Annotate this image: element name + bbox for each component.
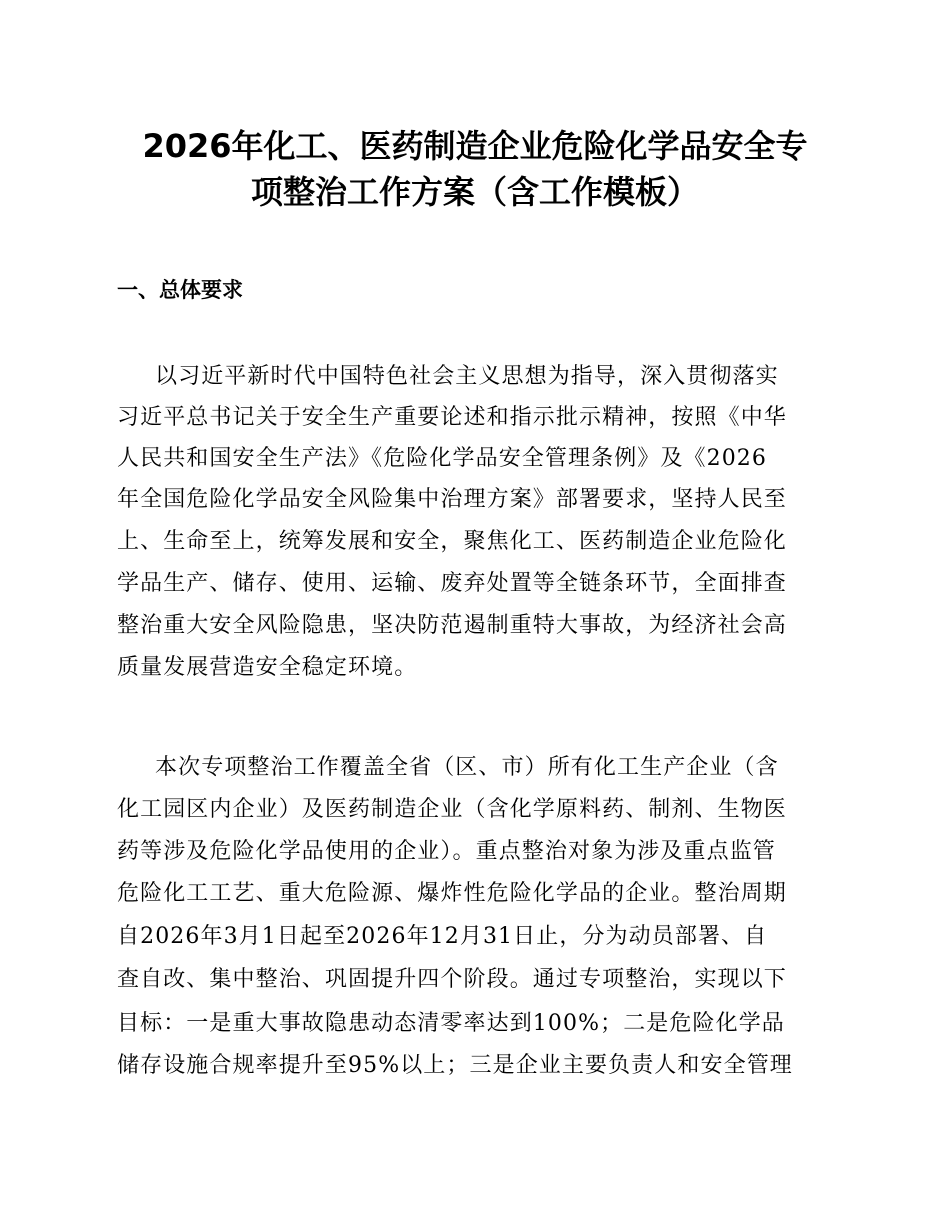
paragraph-1-line-4: 年全国危险化学品安全风险集中治理方案》部署要求，坚持人民至 xyxy=(117,487,787,512)
document-title-line-1: 2026年化工、医药制造企业危险化学品安全专 xyxy=(142,127,808,165)
paragraph-2-line-3: 药等涉及危险化学品使用的企业）。重点整治对象为涉及重点监管 xyxy=(117,839,776,864)
paragraph-1-line-6: 学品生产、储存、使用、运输、废弃处置等全链条环节，全面排查 xyxy=(117,571,787,596)
paragraph-1-line-2: 习近平总书记关于安全生产重要论述和指示批示精神，按照《中华 xyxy=(117,405,787,430)
section-heading: 一、总体要求 xyxy=(117,278,243,302)
paragraph-1-line-8: 质量发展营造安全稳定环境。 xyxy=(117,655,418,680)
paragraph-1-line-5: 上、生命至上，统筹发展和安全，聚焦化工、医药制造企业危险化 xyxy=(117,529,787,554)
paragraph-1-line-7: 整治重大安全风险隐患，坚决防范遏制重特大事故，为经济社会高 xyxy=(117,613,787,638)
paragraph-2-line-2: 化工园区内企业）及医药制造企业（含化学原料药、制剂、生物医 xyxy=(117,797,787,822)
paragraph-2-line-7: 目标：一是重大事故隐患动态清零率达到100%；二是危险化学品 xyxy=(117,1011,785,1036)
document-title-line-2: 项整治工作方案（含工作模板） xyxy=(250,173,699,211)
paragraph-1-line-1: 以习近平新时代中国特色社会主义思想为指导，深入贯彻落实 xyxy=(155,364,779,389)
paragraph-2-line-4: 危险化工工艺、重大危险源、爆炸性危险化学品的企业。整治周期 xyxy=(117,881,787,906)
paragraph-2-line-1: 本次专项整治工作覆盖全省（区、市）所有化工生产企业（含 xyxy=(155,755,779,780)
paragraph-2-line-5: 自2026年3月1日起至2026年12月31日止，分为动员部署、自 xyxy=(117,924,768,949)
paragraph-2-line-6: 查自改、集中整治、巩固提升四个阶段。通过专项整治，实现以下 xyxy=(117,967,787,992)
paragraph-1-line-3: 人民共和国安全生产法》《危险化学品安全管理条例》及《2026 xyxy=(117,446,767,471)
paragraph-2-line-8: 储存设施合规率提升至95%以上；三是企业主要负责人和安全管理 xyxy=(117,1053,793,1078)
